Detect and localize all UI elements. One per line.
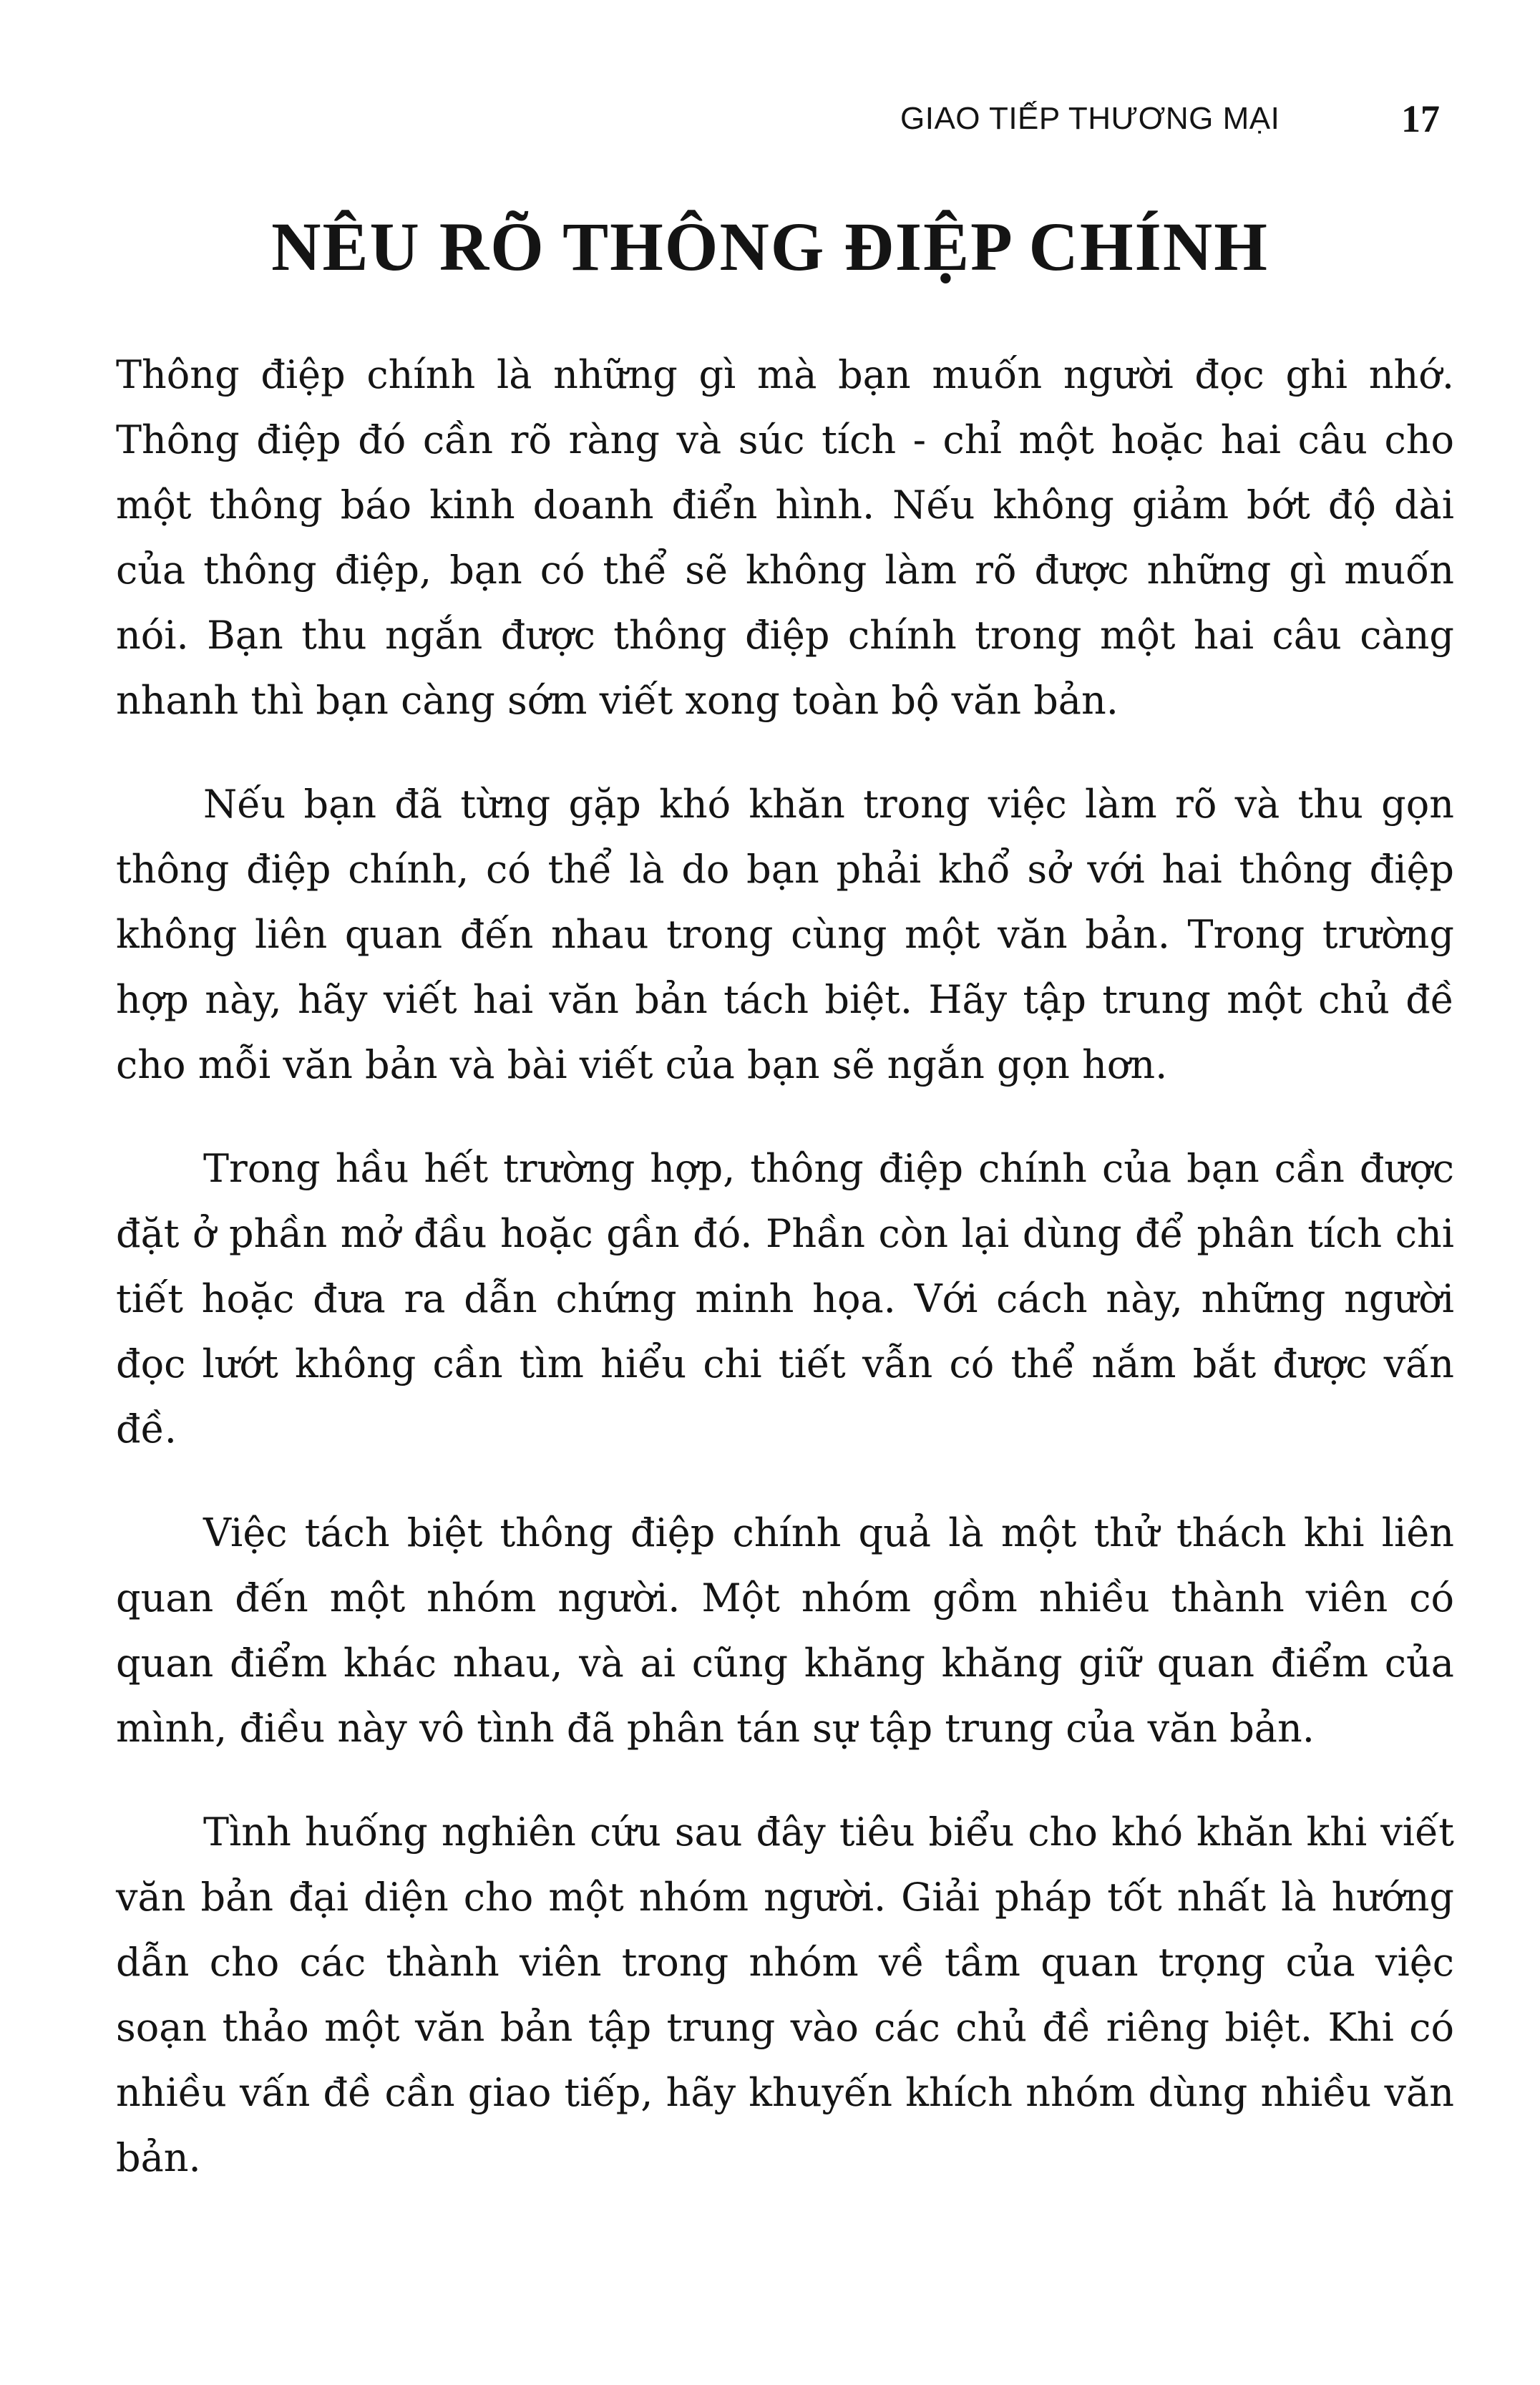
paragraph-3: Trong hầu hết trường hợp, thông điệp chính của bạn cần được đặt ở phần mở đầu hoặc gần đó. Phần còn lại dùng để phân tích chi tiết hoặc đưa ra dẫn chứng minh họa. Với cách này, những người đọc lướt không cần tìm hiểu chi tiết vẫn có thể nắm bắt được vấn đề.	[116, 1146, 1454, 1452]
section-title: NÊU RÕ THÔNG ĐIỆP CHÍNH	[271, 208, 1269, 285]
paragraph-5: Tình huống nghiên cứu sau đây tiêu biểu cho khó khăn khi viết văn bản đại diện cho một nhóm người. Giải pháp tốt nhất là hướng dẫn cho các thành viên trong nhóm về tầm quan trọng của việc soạn thảo một văn bản tập trung vào các chủ đề riêng biệt. Khi có nhiều vấn đề cần giao tiếp, hãy khuyến khích nhóm dùng nhiều văn bản.	[116, 1810, 1454, 2180]
page-number: 17	[1401, 97, 1440, 140]
paragraph-4: Việc tách biệt thông điệp chính quả là một thử thách khi liên quan đến một nhóm người. Một nhóm gồm nhiều thành viên có quan điểm khác nhau, và ai cũng khăng khăng giữ quan điểm của mình, điều này vô tình đã phân tán sự tập trung của văn bản.	[116, 1510, 1454, 1751]
paragraph-2: Nếu bạn đã từng gặp khó khăn trong việc làm rõ và thu gọn thông điệp chính, có thể là do bạn phải khổ sở với hai thông điệp không liên quan đến nhau trong cùng một văn bản. Trong trường hợp này, hãy viết hai văn bản tách biệt. Hãy tập trung một chủ đề cho mỗi văn bản và bài viết của bạn sẽ ngắn gọn hơn.	[116, 782, 1454, 1087]
body-text	[116, 342, 1454, 2229]
paragraph-1: Thông điệp chính là những gì mà bạn muốn người đọc ghi nhớ. Thông điệp đó cần rõ ràng và súc tích - chỉ một hoặc hai câu cho một thông báo kinh doanh điển hình. Nếu không giảm bớt độ dài của thông điệp, bạn có thể sẽ không làm rõ được những gì muốn nói. Bạn thu ngắn được thông điệp chính trong một hai câu càng nhanh thì bạn càng sớm viết xong toàn bộ văn bản.	[116, 352, 1454, 723]
running-header	[0, 97, 1540, 140]
running-title: GIAO TIẾP THƯƠNG MẠI	[900, 101, 1280, 136]
